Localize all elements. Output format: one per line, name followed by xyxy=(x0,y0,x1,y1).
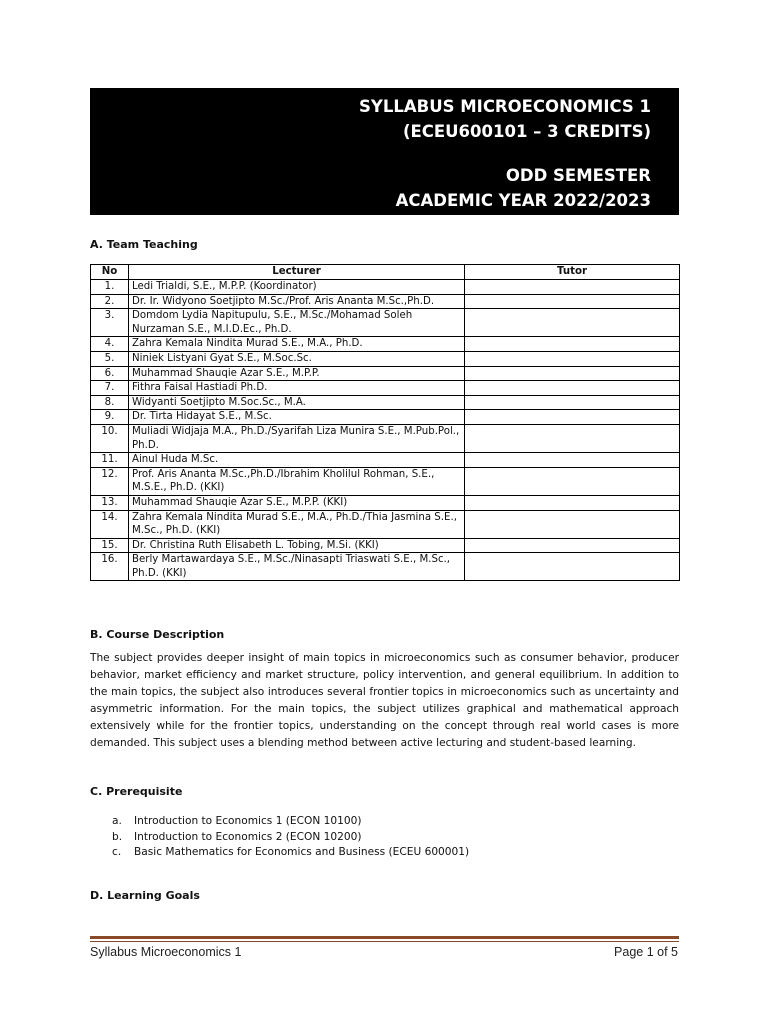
cell-tutor xyxy=(465,280,680,295)
cell-lecturer: Fithra Faisal Hastiadi Ph.D. xyxy=(129,381,465,396)
cell-no: 1. xyxy=(91,280,129,295)
cell-tutor xyxy=(465,294,680,309)
cell-tutor xyxy=(465,424,680,452)
page-number: Page 1 of 5 xyxy=(614,945,678,959)
cell-lecturer: Widyanti Soetjipto M.Soc.Sc., M.A. xyxy=(129,395,465,410)
team-teaching-table xyxy=(90,264,680,581)
list-item xyxy=(90,830,679,846)
table-row xyxy=(91,410,680,425)
cell-lecturer: Dr. Ir. Widyono Soetjipto M.Sc./Prof. Aris Ananta M.Sc.,Ph.D. xyxy=(129,294,465,309)
title-line-4: ACADEMIC YEAR 2022/2023 xyxy=(395,191,651,210)
cell-tutor xyxy=(465,381,680,396)
cell-lecturer: Ainul Huda M.Sc. xyxy=(129,453,465,468)
cell-no: 12. xyxy=(91,467,129,495)
cell-no: 11. xyxy=(91,453,129,468)
list-item-text: Basic Mathematics for Economics and Business (ECEU 600001) xyxy=(134,846,470,858)
cell-lecturer: Zahra Kemala Nindita Murad S.E., M.A., Ph.D./Thia Jasmina S.E., M.Sc., Ph.D. (KKI) xyxy=(129,510,465,538)
cell-lecturer: Zahra Kemala Nindita Murad S.E., M.A., Ph.D. xyxy=(129,337,465,352)
cell-no: 8. xyxy=(91,395,129,410)
cell-no: 9. xyxy=(91,410,129,425)
section-heading-prerequisite: C. Prerequisite xyxy=(90,785,183,798)
cell-lecturer: Muhammad Shauqie Azar S.E., M.P.P. (KKI) xyxy=(129,495,465,510)
column-header-lecturer: Lecturer xyxy=(129,265,465,280)
cell-tutor xyxy=(465,467,680,495)
cell-lecturer: Dr. Christina Ruth Elisabeth L. Tobing, M.Si. (KKI) xyxy=(129,538,465,553)
cell-no: 4. xyxy=(91,337,129,352)
cell-lecturer: Muhammad Shauqie Azar S.E., M.P.P. xyxy=(129,366,465,381)
cell-lecturer: Prof. Aris Ananta M.Sc.,Ph.D./Ibrahim Kholilul Rohman, S.E., M.S.E., Ph.D. (KKI) xyxy=(129,467,465,495)
cell-no: 15. xyxy=(91,538,129,553)
list-item-text: Introduction to Economics 1 (ECON 10100) xyxy=(134,815,362,827)
section-heading-team-teaching: A. Team Teaching xyxy=(90,238,198,251)
list-item xyxy=(90,845,679,861)
table-row xyxy=(91,467,680,495)
cell-lecturer: Muliadi Widjaja M.A., Ph.D./Syarifah Liza Munira S.E., M.Pub.Pol., Ph.D. xyxy=(129,424,465,452)
list-marker: a. xyxy=(112,815,122,827)
cell-tutor xyxy=(465,366,680,381)
cell-no: 6. xyxy=(91,366,129,381)
table-row xyxy=(91,280,680,295)
cell-no: 14. xyxy=(91,510,129,538)
cell-tutor xyxy=(465,395,680,410)
table-row xyxy=(91,351,680,366)
title-block xyxy=(90,88,679,215)
prerequisite-list xyxy=(90,814,679,861)
cell-lecturer: Ledi Trialdi, S.E., M.P.P. (Koordinator) xyxy=(129,280,465,295)
cell-lecturer: Domdom Lydia Napitupulu, S.E., M.Sc./Mohamad Soleh Nurzaman S.E., M.I.D.Ec., Ph.D. xyxy=(129,309,465,337)
cell-no: 3. xyxy=(91,309,129,337)
table-row xyxy=(91,294,680,309)
cell-no: 16. xyxy=(91,553,129,581)
cell-no: 2. xyxy=(91,294,129,309)
table-header-row xyxy=(91,265,680,280)
list-marker: b. xyxy=(112,830,123,843)
cell-tutor xyxy=(465,309,680,337)
cell-lecturer: Dr. Tirta Hidayat S.E., M.Sc. xyxy=(129,410,465,425)
table-row xyxy=(91,538,680,553)
section-heading-learning-goals: D. Learning Goals xyxy=(90,889,200,902)
title-line-3: ODD SEMESTER xyxy=(505,166,651,185)
table-row xyxy=(91,553,680,581)
cell-lecturer: Niniek Listyani Gyat S.E., M.Soc.Sc. xyxy=(129,351,465,366)
cell-tutor xyxy=(465,410,680,425)
cell-tutor xyxy=(465,538,680,553)
list-item-text: Introduction to Economics 2 (ECON 10200) xyxy=(134,830,362,843)
title-line-2: (ECEU600101 – 3 CREDITS) xyxy=(402,122,651,141)
cell-tutor xyxy=(465,337,680,352)
cell-no: 13. xyxy=(91,495,129,510)
footer-title: Syllabus Microeconomics 1 xyxy=(90,945,242,959)
cell-tutor xyxy=(465,495,680,510)
section-heading-course-description: B. Course Description xyxy=(90,628,225,641)
cell-no: 5. xyxy=(91,351,129,366)
cell-no: 10. xyxy=(91,424,129,452)
title-line-1: SYLLABUS MICROECONOMICS 1 xyxy=(359,97,651,116)
table-row xyxy=(91,510,680,538)
table-row xyxy=(91,337,680,352)
cell-lecturer: Berly Martawardaya S.E., M.Sc./Ninasapti Triaswati S.E., M.Sc., Ph.D. (KKI) xyxy=(129,553,465,581)
cell-tutor xyxy=(465,351,680,366)
list-item xyxy=(90,814,679,830)
course-description-text: The subject provides deeper insight of main topics in microeconomics such as consumer behavior, producer behavior, market efficiency and market structure, policy intervention, and general equilibrium. In addition to the main topics, the subject also introduces several frontier topics in microeconomics such as uncertainty and asymmetric information. For the main topics, the subject utilizes graphical and mathematical approach extensively while for the frontier topics, understanding on the concept through real world cases is more demanded. This subject uses a blending method between active lecturing and student-based learning. xyxy=(90,652,679,749)
table-row xyxy=(91,381,680,396)
table-row xyxy=(91,309,680,337)
table-row xyxy=(91,395,680,410)
column-header-tutor: Tutor xyxy=(465,265,680,280)
table-row xyxy=(91,424,680,452)
footer-rule-thin xyxy=(90,941,679,942)
cell-tutor xyxy=(465,510,680,538)
table-row xyxy=(91,495,680,510)
table-row xyxy=(91,366,680,381)
cell-tutor xyxy=(465,553,680,581)
column-header-no: No xyxy=(91,265,129,280)
cell-tutor xyxy=(465,453,680,468)
list-marker: c. xyxy=(112,846,122,858)
footer-rule xyxy=(90,936,679,939)
cell-no: 7. xyxy=(91,381,129,396)
table-row xyxy=(91,453,680,468)
